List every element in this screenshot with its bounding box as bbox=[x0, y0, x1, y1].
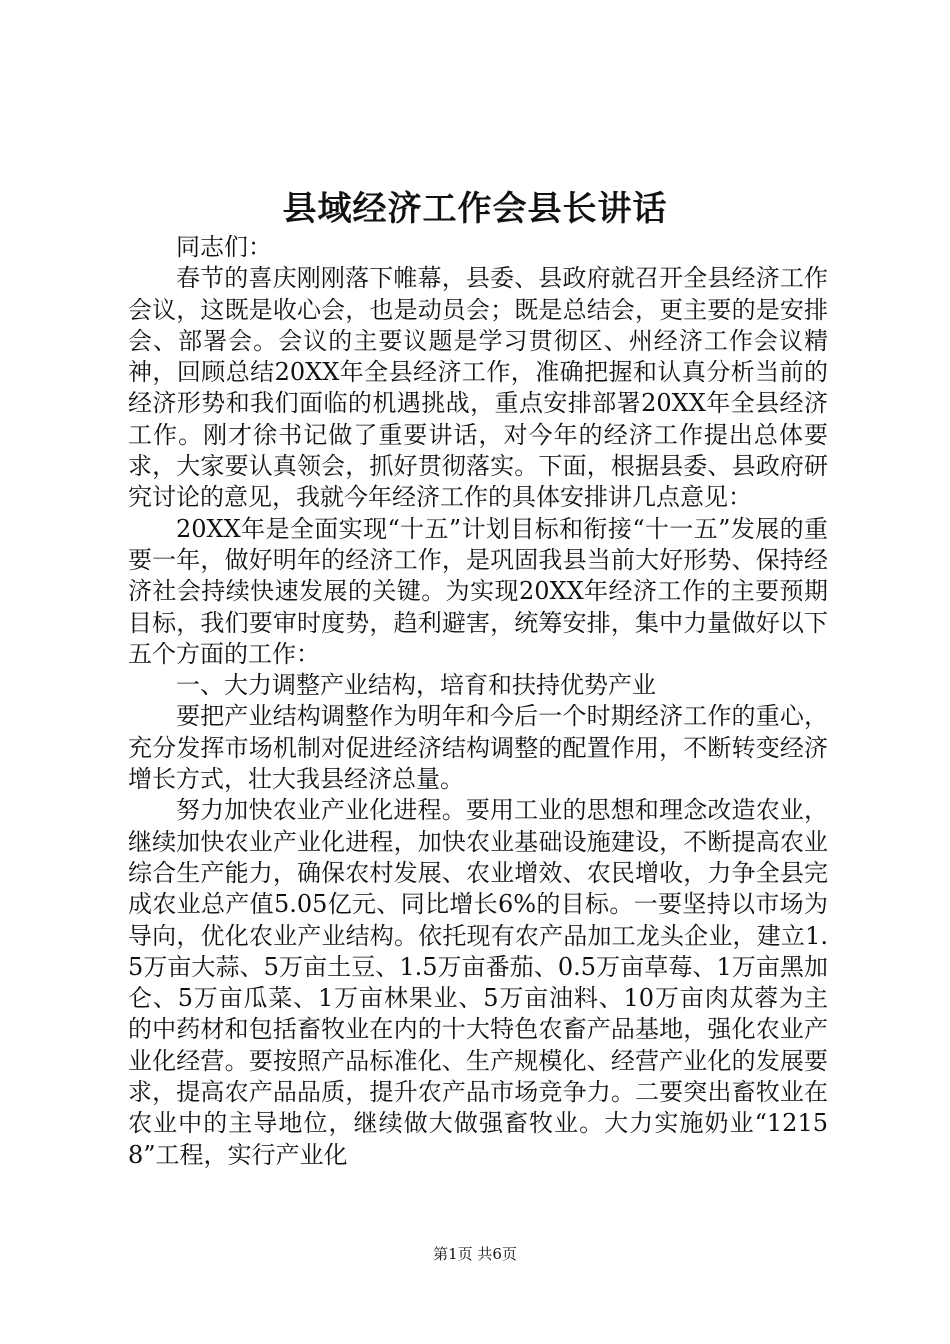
section-1-intro-paragraph: 要把产业结构调整作为明年和今后一个时期经济工作的重心，充分发挥市场机制对促进经济结构调整的配置作用，不断转变经济增长方式，壮大我县经济总量。 bbox=[128, 702, 828, 794]
page-number-footer: 第1页 共6页 bbox=[433, 1245, 517, 1263]
document-body bbox=[128, 232, 828, 1171]
goals-paragraph: 20XX年是全面实现“十五”计划目标和衔接“十一五”发展的重要一年，做好明年的经济工作，是巩固我县当前大好形势、保持经济社会持续快速发展的关键。为实现20XX年经济工作的主要预期目标，我们要审时度势，趋利避害，统筹安排，集中力量做好以下五个方面的工作： bbox=[128, 514, 828, 668]
agriculture-paragraph: 努力加快农业产业化进程。要用工业的思想和理念改造农业，继续加快农业产业化进程，加快农业基础设施建设，不断提高农业综合生产能力，确保农村发展、农业增效、农民增收，力争全县完成农业总产值5.05亿元、同比增长6%的目标。一要坚持以市场为导向，优化农业产业结构。依托现有农产品加工龙头企业，建立1.5万亩大蒜、5万亩土豆、1.5万亩番茄、0.5万亩草莓、1万亩黑加仑、5万亩瓜菜、1万亩林果业、5万亩油料、10万亩肉苁蓉为主的中药材和包括畜牧业在内的十大特色农畜产品基地，强化农业产业化经营。要按照产品标准化、生产规模化、经营产业化的发展要求，提高农产品品质，提升农产品市场竞争力。二要突出畜牧业在农业中的主导地位，继续做大做强畜牧业。大力实施奶业“12158”工程，实行产业化 bbox=[128, 796, 828, 1169]
salutation-paragraph: 同志们： bbox=[176, 233, 272, 261]
document-title: 县域经济工作会县长讲话 bbox=[282, 189, 668, 229]
intro-paragraph: 春节的喜庆刚刚落下帷幕，县委、县政府就召开全县经济工作会议，这既是收心会，也是动员会；既是总结会，更主要的是安排会、部署会。会议的主要议题是学习贯彻区、州经济工作会议精神，回顾总结20XX年全县经济工作，准确把握和认真分析当前的经济形势和我们面临的机遇挑战，重点安排部署20XX年全县经济工作。刚才徐书记做了重要讲话，对今年的经济工作提出总体要求，大家要认真领会，抓好贯彻落实。下面，根据县委、县政府研究讨论的意见，我就今年经济工作的具体安排讲几点意见： bbox=[128, 264, 828, 512]
section-heading-1: 一、大力调整产业结构，培育和扶持优势产业 bbox=[176, 671, 656, 700]
